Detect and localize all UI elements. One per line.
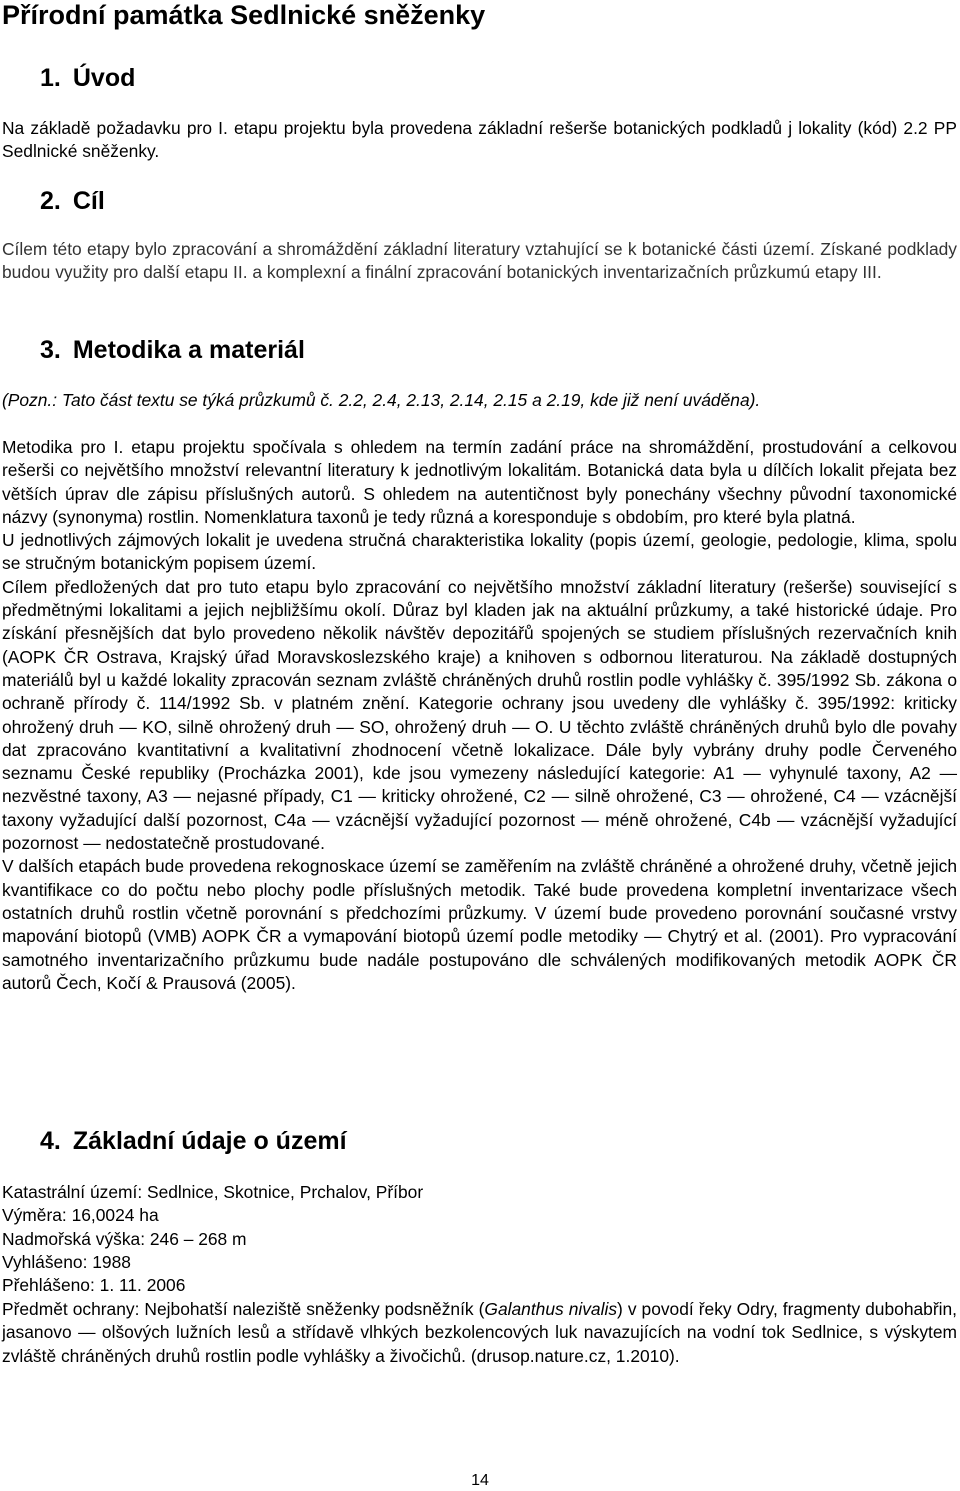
page-number: 14 (471, 1472, 489, 1489)
goal-paragraph: Cílem této etapy bylo zpracování a shromáždění základní literatury vztahující se k botanické části území. Získané podklady budou využity pro další etapu II. a komplexní a finální zpracování botanických inventarizačních průzkumú etapy III. (2, 239, 957, 283)
protection-subject-suffix: ) v povodí řeky Odry, fragmenty dubohabřin, jasanovo — olšových lužních lesů a střídavě vlhkých bezkolencových luk navazujících na vodní tok Sedlnice, s výskytem zvláště chráněných druhů rostlin podle vyhlášky a živočichů. (drusop.nature.cz, 1.2010). (2, 1299, 957, 1366)
altitude: Nadmořská výška: 246 – 268 m (2, 1228, 247, 1249)
methodology-paragraph: U jednotlivých zájmových lokalit je uvedena stručná charakteristika lokality (popis území, geologie, pedologie, klima, spolu se stručným botanickým popisem území. (2, 530, 957, 574)
section-heading-intro (40, 63, 135, 93)
section-title: Cíl (72, 187, 105, 215)
methodology-body (2, 436, 957, 995)
section-number: 4. (40, 1127, 61, 1155)
protection-subject (2, 1298, 957, 1368)
cadastral-area: Katastrální území: Sedlnice, Skotnice, Prchalov, Příbor (2, 1182, 424, 1202)
section-title: Metodika a materiál (72, 336, 305, 364)
methodology-note: (Pozn.: Tato část textu se týká průzkumů č. 2.2, 2.4, 2.13, 2.14, 2.15 a 2.19, kde již není uváděna). (2, 390, 761, 410)
area-size: Výměra: 16,0024 ha (2, 1205, 159, 1226)
section-number: 1. (40, 64, 61, 92)
section-title: Základní údaje o území (72, 1127, 347, 1155)
protection-subject-prefix: Předmět ochrany: Nejbohatší naleziště sněženky podsněžník ( (2, 1299, 485, 1319)
methodology-paragraph: V dalších etapách bude provedena rekognoskace území se zaměřením na zvláště chráněné a ohrožené druhy, včetně jejich kvantifikace co do počtu nebo plochy podle příslušných metodik. Také bude provedena kompletní inventarizace všech ostatních druhů rostlin včetně porovnání s předchozími průzkumy. V území bude provedeno porovnání současné vrstvy mapování biotopů (VMB) AOPK ČR a vymapování biotopů území podle metodiky — Chytrý et al. (2001). Pro vypracování samotného inventarizačního průzkumu bude nadále postupováno dle schválených modifikovaných metodik AOPK ČR autorů Čech, Kočí & Prausová (2005). (2, 856, 957, 993)
methodology-paragraph: Cílem předložených dat pro tuto etapu bylo zpracování co největšího množství základní literatury (rešerše) související s předmětnými lokalitami a jejich nejbližšímu okolí. Důraz byl kladen jak na aktuální průzkumy, a také historické údaje. Pro získání přesnějších dat bylo provedeno několik návštěv depozitářů spojených se studiem příslušných rezervačních knih (AOPK ČR Ostrava, Krajský úřad Moravskoslezského kraje) a knihoven s odbornou literaturou. Na základě dostupných materiálů byl u každé lokality zpracován seznam zvláště chráněných druhů rostlin podle vyhlášky č. 395/1992 Sb. zákona o ochraně přírody č. 114/1992 Sb. v platném znění. Kategorie ochrany jsou uvedeny dle vyhlášky č. 395/1992: kriticky ohrožený druh — KO, silně ohrožený druh — SO, ohrožený druh — O. U těchto zvláště chráněných druhů bylo dle povahy dat zpracováno kvantitativní a kvalitativní zhodnocení včetně lokalizace. Dále byly vybrány druhy podle Červeného seznamu České republiky (Procházka 2001), kde jsou vymezeny následující kategorie: A1 — vyhynulé taxony, A2 — nezvěstné taxony, A3 — nejasné případy, C1 — kriticky ohrožené, C2 — silně ohrožené, C3 — ohrožené, C4 — vzácnější taxony vyžadující další pozornost, C4a — vzácnější vyžadující pozornost — méně ohrožené, C4b — vzácnější vyžadující pozornost — nedostatečně prostudované. (2, 576, 957, 854)
section-heading-goal (40, 186, 105, 216)
section-heading-methodology (40, 335, 305, 365)
methodology-paragraph: Metodika pro I. etapu projektu spočívala s ohledem na termín zadání práce na shromáždění, prostudování a celkovou rešerši co největšího množství relevantní literatury k jednotlivým lokalitám. Botanická data byla u dílčích lokalit přejata bez větších úprav dle zápisu příslušných autorů. S ohledem na autentičnost byly ponechány všechny původní taxonomické názvy (synonyma) rostlin. Nomenklatura taxonů je tedy různá a koresponduje s obdobím, pro které byla platná. (2, 437, 957, 527)
basic-data-list (2, 1181, 957, 1297)
section-heading-basic-data (40, 1126, 347, 1156)
redeclared-date: Přehlášeno: 1. 11. 2006 (2, 1275, 186, 1296)
section-number: 3. (40, 336, 61, 364)
declared-date: Vyhlášeno: 1988 (2, 1251, 131, 1272)
intro-paragraph: Na základě požadavku pro I. etapu projektu byla provedena základní rešerše botanických podkladů j lokality (kód) 2.2 PP Sedlnické sněženky. (2, 118, 957, 162)
section-title: Úvod (72, 64, 136, 92)
document-title: Přírodní památka Sedlnické sněženky (2, 0, 486, 30)
section-number: 2. (40, 187, 61, 215)
species-name: Galanthus nivalis (484, 1299, 618, 1319)
